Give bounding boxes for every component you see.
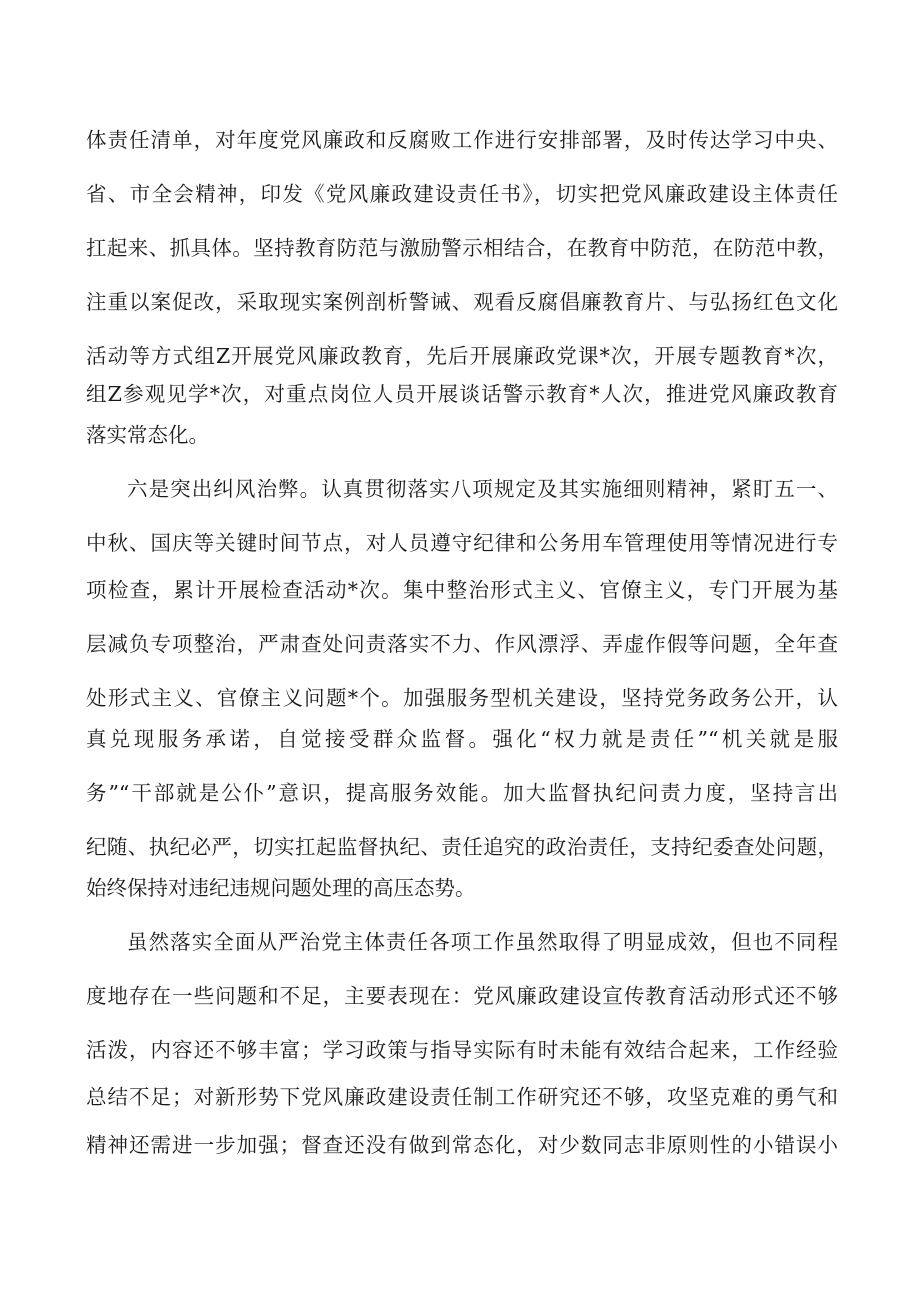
text-line: 虽然落实全面从严治党主体责任各项工作虽然取得了明显成效，但也不同程 — [127, 930, 838, 954]
text-line: 扛起来、抓具体。坚持教育防范与激励警示相结合，在教育中防范，在防范中教， — [86, 236, 838, 260]
text-line: 注重以案促改，采取现实案例剖析警诫、观看反腐倡廉教育片、与弘扬红色文化 — [86, 290, 838, 314]
text-line: 组Z参观见学*次，对重点岗位人员开展谈话警示教育*人次，推进党风廉政教育 — [86, 382, 838, 406]
text-line: 活动等方式组Z开展党风廉政教育，先后开展廉政党课*次，开展专题教育*次， — [86, 344, 838, 368]
text-line: 层减负专项整治，严肃查处问责落实不力、作风漂浮、弄虚作假等问题，全年查 — [86, 632, 838, 656]
text-line: 项检查，累计开展检查活动*次。集中整治形式主义、官僚主义，专门开展为基 — [86, 578, 838, 602]
text-line: 总结不足；对新形势下党风廉政建设责任制工作研究还不够，攻坚克难的勇气和 — [86, 1085, 838, 1109]
text-line: 活泼，内容还不够丰富；学习政策与指导实际有时未能有效结合起来，工作经验 — [86, 1038, 838, 1062]
text-line: 六是突出纠风治弊。认真贯彻落实八项规定及其实施细则精神，紧盯五一、 — [127, 477, 838, 501]
text-line: 落实常态化。 — [86, 423, 209, 447]
text-line: 精神还需进一步加强；督查还没有做到常态化，对少数同志非原则性的小错误小 — [86, 1133, 838, 1157]
text-line: 体责任清单，对年度党风廉政和反腐败工作进行安排部署，及时传达学习中央、 — [86, 128, 838, 152]
text-line: 省、市全会精神，印发《党风廉政建设责任书》，切实把党风廉政建设主体责任 — [86, 182, 838, 206]
text-line: 纪随、执纪必严，切实扛起监督执纪、责任追究的政治责任，支持纪委查处问题， — [86, 835, 838, 859]
text-line: 务”“干部就是公仆”意识，提高服务效能。加大监督执纪问责力度，坚持言出 — [86, 781, 838, 805]
text-line: 处形式主义、官僚主义问题*个。加强服务型机关建设，坚持党务政务公开，认 — [86, 686, 838, 710]
text-line: 真兑现服务承诺，自觉接受群众监督。强化“权力就是责任”“机关就是服 — [86, 727, 838, 751]
text-line: 度地存在一些问题和不足，主要表现在：党风廉政建设宣传教育活动形式还不够 — [86, 984, 838, 1008]
text-line: 始终保持对违纪违规问题处理的高压态势。 — [86, 876, 476, 900]
text-line: 中秋、国庆等关键时间节点，对人员遵守纪律和公务用车管理使用等情况进行专 — [86, 531, 838, 555]
